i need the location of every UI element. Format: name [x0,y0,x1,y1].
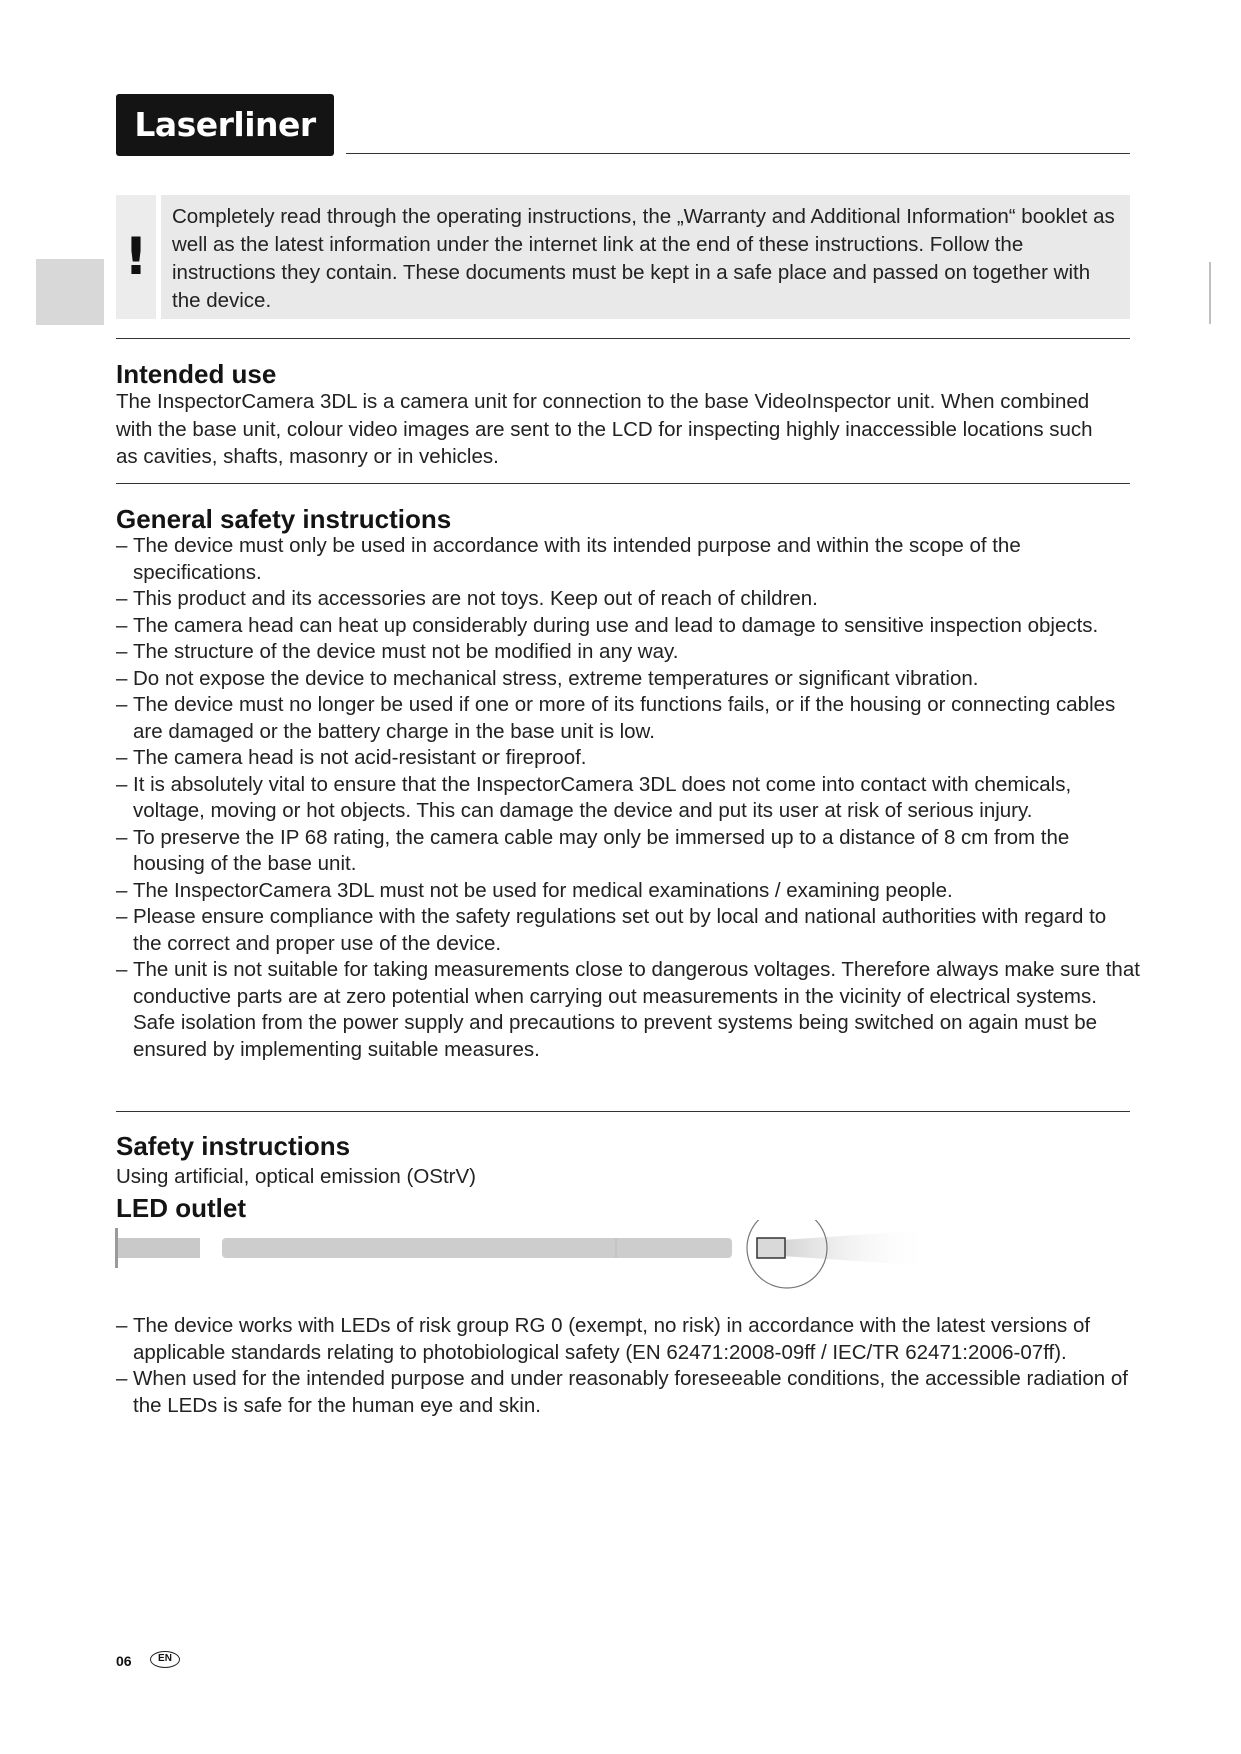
list-item: – Please ensure compliance with the safety regulations set out by local and national authorities with regard to the correct and proper use of the device. [116,904,1140,957]
list-item: – The unit is not suitable for taking measurements close to dangerous voltages. Therefore always make sure that conductive parts are at zero potential when carrying out measurements in the vicinity of electrical systems. Safe isolation from the power supply and precautions to prevent systems being switched on again must be ensured by implementing suitable measures. [116,957,1140,1063]
led-outlet-icon [757,1238,785,1258]
list-item: – It is absolutely vital to ensure that the InspectorCamera 3DL does not come into contact with chemicals, voltage, moving or hot objects. This can damage the device and put its user at risk of serious injury. [116,772,1140,825]
safety-subtitle: Using artificial, optical emission (OStrV) [116,1165,476,1188]
led-light-beam [782,1230,932,1266]
list-item: – The camera head is not acid-resistant or fireproof. [116,745,1140,772]
header-rule [346,153,1130,154]
list-item: – When used for the intended purpose and under reasonably foreseeable conditions, the accessible radiation of the LEDs is safe for the human eye and skin. [116,1366,1140,1419]
exclamation-icon: ! [116,195,156,319]
list-item: – The camera head can heat up considerably during use and lead to damage to sensitive inspection objects. [116,613,1140,640]
cable-end-cap [115,1228,118,1268]
general-safety-heading: General safety instructions [116,504,452,534]
brand-logo: Laserliner [116,94,334,156]
page-number: 06 [116,1653,132,1669]
section-rule [116,338,1130,339]
side-tab-marker [36,259,104,325]
list-item: – This product and its accessories are not toys. Keep out of reach of children. [116,586,1140,613]
section-rule [116,1111,1130,1112]
language-badge: EN [150,1651,180,1668]
page-edge-mark [1209,262,1211,324]
led-heading: LED outlet [116,1193,246,1223]
list-item: – The InspectorCamera 3DL must not be used for medical examinations / examining people. [116,878,1140,905]
list-item: – The structure of the device must not be modified in any way. [116,639,1140,666]
list-item: – The device works with LEDs of risk group RG 0 (exempt, no risk) in accordance with the latest versions of applicable standards relating to photobiological safety (EN 62471:2008-09ff / IEC/TR 62471:2006-07ff). [116,1313,1140,1366]
general-safety-list [116,533,1140,1063]
list-item: – The device must only be used in accordance with its intended purpose and within the scope of the specifications. [116,533,1140,586]
led-list [116,1313,1140,1419]
camera-led-diagram [112,1220,942,1316]
intended-use-text: The InspectorCamera 3DL is a camera unit for connection to the base VideoInspector unit. When combined with the base unit, colour video images are sent to the LCD for inspecting highly inaccessible locations such as cavities, shafts, masonry or in vehicles. [116,390,1093,468]
safety-heading: Safety instructions [116,1131,351,1161]
list-item: – To preserve the IP 68 rating, the camera cable may only be immersed up to a distance of 8 cm from the housing of the base unit. [116,825,1140,878]
section-rule [116,483,1130,484]
list-item: – The device must no longer be used if one or more of its functions fails, or if the housing or connecting cables are damaged or the battery charge in the base unit is low. [116,692,1140,745]
intended-use-heading: Intended use [116,359,277,389]
list-item: – Do not expose the device to mechanical stress, extreme temperatures or significant vibration. [116,666,1140,693]
camera-shaft [222,1238,732,1258]
notice-box: Completely read through the operating instructions, the „Warranty and Additional Information“ booklet as well as the latest information under the internet link at the end of these instructions. Follow the instructions they contain. These documents must be kept in a safe place and passed on together with the device. [161,195,1130,319]
cable-segment [118,1238,200,1258]
